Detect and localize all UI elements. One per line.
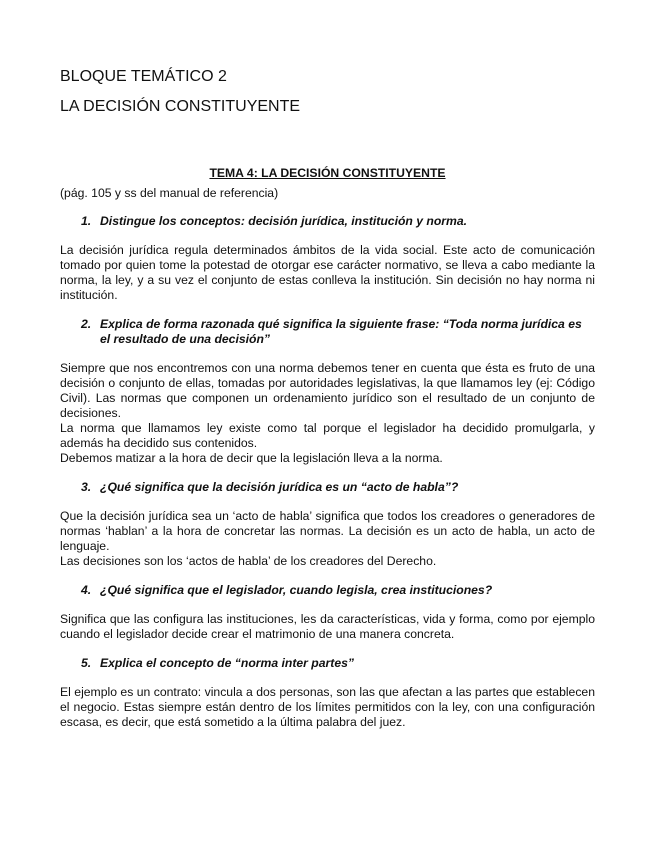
answer-paragraph: Que la decisión jurídica sea un ‘acto de habla’ significa que todos los creadores o generadores de normas ‘hablan’ a la hora de concretar las normas. La decisión es un acto de habla, un acto de lenguaje. xyxy=(60,509,595,553)
answer-paragraph: La norma que llamamos ley existe como tal porque el legislador ha decidido promulgarla, y además ha decidido sus contenidos. xyxy=(60,421,595,450)
document-page xyxy=(60,62,595,730)
question-number: 1. xyxy=(81,214,92,228)
answer-3 xyxy=(60,509,595,569)
answer-paragraph: El ejemplo es un contrato: vincula a dos personas, son las que afectan a las partes que establecen el negocio. Estas siempre están dentro de los límites permitidos con la ley, con una configuración escasa, es decir, que está sometido a la última palabra del juez. xyxy=(60,685,595,729)
tema-heading: TEMA 4: LA DECISIÓN CONSTITUYENTE xyxy=(209,166,446,180)
answer-5 xyxy=(60,685,595,730)
question-text: Distingue los conceptos: decisión jurídica, institución y norma. xyxy=(100,214,468,228)
answer-paragraph: Siempre que nos encontremos con una norma debemos tener en cuenta que ésta es fruto de una decisión o conjunto de ellas, tomadas por autoridades legislativas, la que llamamos ley (ej: Código Civil). Las normas que componen un ordenamiento jurídico son el resultado de un conjunto de decisiones. xyxy=(60,361,595,420)
question-1 xyxy=(60,214,595,229)
answer-paragraph: Las decisiones son los ‘actos de habla’ de los creadores del Derecho. xyxy=(60,554,437,568)
answer-paragraph: La decisión jurídica regula determinados ámbitos de la vida social. Este acto de comunicación tomado por quien tome la potestad de otorgar ese carácter normativo, se lleva a cabo mediante la norma, la ley, y a su vez el conjunto de estas conlleva la institución. Sin decisión no hay norma ni institución. xyxy=(60,243,595,302)
answer-1 xyxy=(60,243,595,303)
answer-paragraph: Significa que las configura las instituciones, les da características, vida y forma, como por ejemplo cuando el legislador decide crear el matrimonio de una manera concreta. xyxy=(60,612,595,641)
question-number: 2. xyxy=(81,317,92,331)
question-4 xyxy=(60,583,595,598)
answer-4 xyxy=(60,612,595,642)
question-3 xyxy=(60,480,595,495)
question-number: 5. xyxy=(81,656,92,670)
reference-note: (pág. 105 y ss del manual de referencia) xyxy=(60,186,279,200)
block-subtitle: LA DECISIÓN CONSTITUYENTE xyxy=(60,98,301,115)
answer-paragraph: Debemos matizar a la hora de decir que la legislación lleva a la norma. xyxy=(60,451,443,465)
question-2 xyxy=(60,317,595,347)
answer-2 xyxy=(60,361,595,466)
block-title: BLOQUE TEMÁTICO 2 xyxy=(60,68,227,85)
question-number: 4. xyxy=(81,583,92,597)
question-number: 3. xyxy=(81,480,92,494)
question-text: Explica de forma razonada qué significa la siguiente frase: “Toda norma jurídica es el resultado de una decisión” xyxy=(100,317,582,346)
question-text: ¿Qué significa que el legislador, cuando legisla, crea instituciones? xyxy=(100,583,493,597)
question-text: Explica el concepto de “norma inter partes” xyxy=(100,656,354,670)
question-5 xyxy=(60,656,595,671)
question-text: ¿Qué significa que la decisión jurídica es un “acto de habla”? xyxy=(100,480,459,494)
